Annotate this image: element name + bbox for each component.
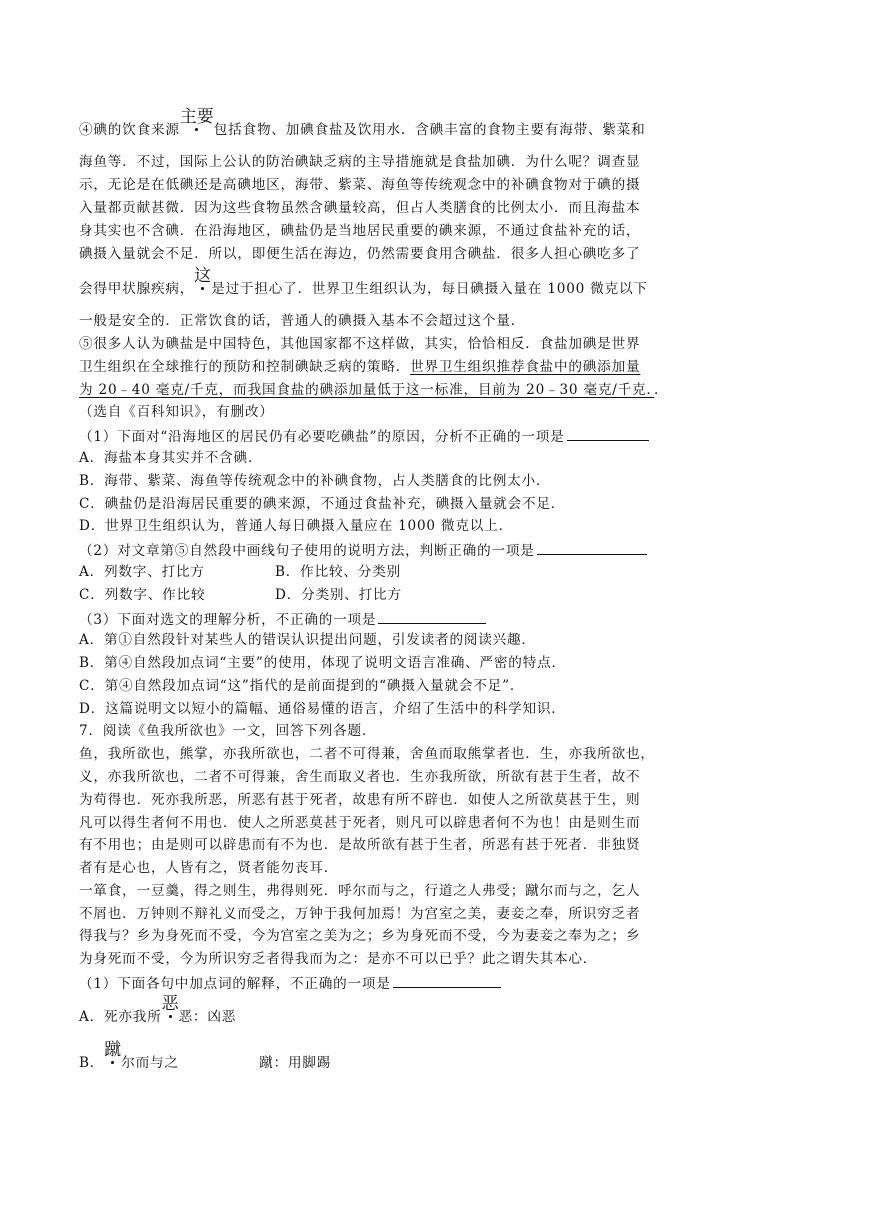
question-3-option-c: C．第④自然段加点词“这”指代的是前面提到的“碘摄入量就会不足”． [79,678,525,694]
classical-text-line-2: 义，亦我所欲也，二者不可得兼，舍生而取义者也．生亦我所欲，所欲有甚于生者，故不 [79,769,641,785]
classical-text-line-3: 为苟得也．死亦我所恶，所恶有甚于死者，故患有所不辟也．如使人之所欲莫甚于生，则 [79,792,641,808]
text: ． [654,382,669,398]
text: B． [79,1055,105,1071]
question-2-option-d: D．分类别、打比方 [275,587,402,603]
text: 会得甲状腺疾病， [79,281,195,297]
text: 卫生组织在全球推行的预防和控制碘缺乏病的策略． [79,359,411,375]
question-7-sub-1-stem [79,973,791,993]
question-2-options-ab [79,563,791,581]
p4-line-2: 海鱼等．不过，国际上公认的防治碘缺乏病的主导措施就是食盐加碘．为什么呢？调查显 [79,154,641,170]
question-1-stem [79,426,791,446]
underlined-sentence: 世界卫生组织推荐食盐中的碘添加量 [410,359,641,375]
question-1-option-b: B．海带、紫菜、海鱼等传统观念中的补碘食物，占人类膳食的比例太小． [79,473,551,489]
underlined-sentence: 为 20﹣40 毫克/千克，而我国食盐的碘添加量低于这一标准，目前为 20﹣30 毫克/千克． [79,382,655,398]
question-1-option-a: A．海盐本身其实并不含碘． [79,450,263,466]
text: ④碘的饮食来源 [79,122,180,138]
emphasis-word-zhe: 这 [194,266,212,286]
emphasis-word-wu: 恶 [161,994,179,1014]
text: 尔而与之 [121,1055,179,1071]
text: 是过于担心了．世界卫生组织认为，每日碘摄入量在 1000 微克以下 [211,281,648,297]
p5-line-3 [79,381,791,399]
question-3-option-b: B．第④自然段加点词“主要”的使用，体现了说明文语言准确、严密的特点． [79,655,566,671]
classical-text-line-10: 为身死而不受，今为所识穷乏者得我而为之：是亦不可以已乎？此之谓失其本心． [79,951,598,967]
emphasis-word-cu: 蹴 [104,1040,122,1060]
text: （3）下面对选文的理解分析，不正确的一项是 [79,612,377,628]
question-7-title: 7．阅读《鱼我所欲也》一文，回答下列各题． [79,723,377,739]
answer-blank[interactable] [378,609,486,624]
text: （2）对文章第⑤自然段中画线句子使用的说明方法，判断正确的一项是 [79,543,535,559]
question-2-option-c: C．列数字、作比较 [79,587,206,603]
answer-blank[interactable] [393,973,501,988]
p5-line-1: ⑤很多人认为碘盐是中国特色，其他国家都不这样做，其实，恰恰相反．食盐加碘是世界 [79,336,641,352]
answer-blank[interactable] [567,426,649,441]
question-3-option-a: A．第①自然段针对某些人的错误认识提出问题，引发读者的阅读兴趣． [79,632,536,648]
classical-text-line-4: 凡可以得生者何不用也．使人之所恶莫甚于死者，则凡可以辟患者何不为也！由是则生而 [79,815,641,831]
classical-text-line-5: 有不用也；由是则可以辟患而有不为也．是故所欲有甚于生者，所恶有甚于死者．非独贤 [79,837,641,853]
question-2-option-b: B．作比较、分类别 [275,564,401,580]
question-3-option-d: D．这篇说明文以短小的篇幅、通俗易懂的语言，介绍了生活中的科学知识． [79,701,566,717]
classical-text-line-8: 不屑也．万钟则不辩礼义而受之，万钟于我何加焉！为宫室之美，妻妾之奉，所识穷乏者 [79,906,641,922]
p4-line-5: 身其实也不含碘．在沿海地区，碘盐仍是当地居民重要的碘来源，不通过食盐补充的话， [79,223,641,239]
classical-text-line-7: 一箪食，一豆羹，得之则生，弗得则死．呼尔而与之，行道之人弗受；蹴尔而与之，乞人 [79,883,641,899]
p4-line-1 [79,107,791,139]
question-1-option-c: C．碘盐仍是沿海居民重要的碘来源，不通过食盐补充，碘摄入量就会不足． [79,496,566,512]
question-2-stem [79,540,791,560]
text: （1）下面各句中加点词的解释，不正确的一项是 [79,976,391,992]
p4-line-6: 碘摄入量就会不足．所以，即便生活在海边，仍然需要食用含碘盐．很多人担心碘吃多了 [79,246,641,262]
source-note: （选自《百科知识》，有删改） [79,404,274,420]
answer-blank[interactable] [537,540,647,555]
question-1-option-d: D．世界卫生组织认为，普通人每日碘摄入量应在 1000 微克以上． [79,518,513,534]
p4-line-7 [79,266,791,298]
text: A．死亦我所 [79,1009,162,1025]
text: （1）下面对“沿海地区的居民仍有必要吃碘盐”的原因，分析不正确的一项是 [79,429,565,445]
text: 恶：凶恶 [178,1009,237,1025]
classical-text-line-6: 者有是心也，人皆有之，贤者能勿丧耳． [79,860,339,876]
classical-text-line-1: 鱼，我所欲也，熊掌，亦我所欲也，二者不可得兼，舍鱼而取熊掌者也．生，亦我所欲也， [79,746,655,762]
question-2-options-cd [79,586,791,604]
emphasis-word-zhuyao: 主要 [179,107,214,127]
p4-line-4: 入量都贡献甚微．因为这些食物虽然含碘量较高，但占人类膳食的比例太小．而且海盐本 [79,200,641,216]
gloss: 蹴：用脚踢 [259,1055,332,1071]
text: 包括食物、加碘食盐及饮用水．含碘丰富的食物主要有海带、紫菜和 [213,122,646,138]
question-2-option-a: A．列数字、打比方 [79,564,205,580]
p5-line-2 [79,358,791,376]
p4-line-8: 一般是安全的．正常饮食的话，普通人的碘摄入基本不会超过这个量． [79,313,526,329]
classical-text-line-9: 得我与？乡为身死而不受，今为宫室之美为之；乡为身死而不受，今为妻妾之奉为之；乡 [79,928,641,944]
question-7-option-a [79,994,791,1026]
question-7-option-b [79,1040,791,1072]
p4-line-3: 示，无论是在低碘还是高碘地区，海带、紫菜、海鱼等传统观念中的补碘食物对于碘的摄 [79,177,641,193]
question-3-stem [79,609,791,629]
